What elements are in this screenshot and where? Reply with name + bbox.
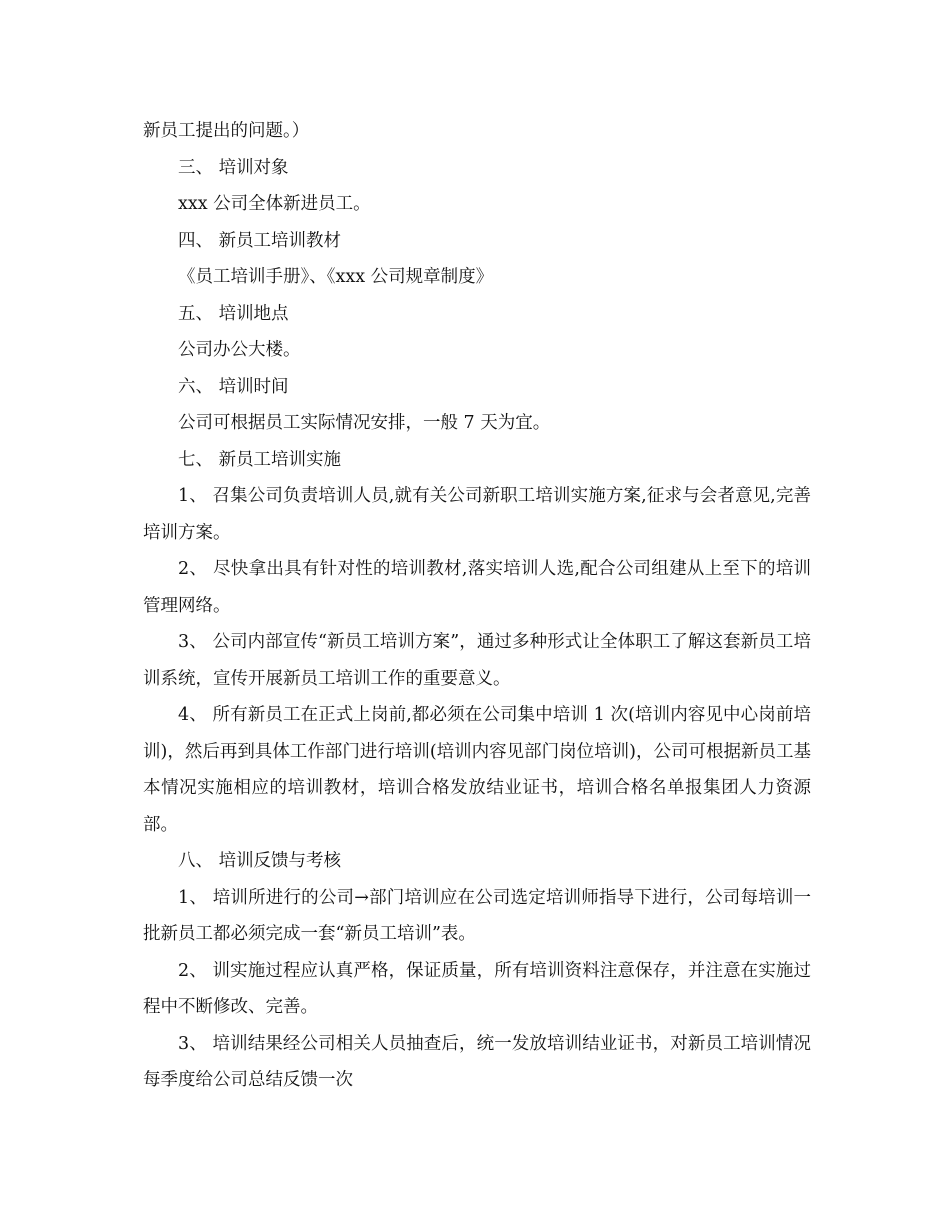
paragraph: 公司可根据员工实际情况安排，一般 7 天为宜。: [178, 413, 551, 433]
document-body: [143, 113, 811, 1099]
section-heading-feedback-assessment: 八、 培训反馈与考核: [178, 851, 342, 871]
section-heading-training-time: 六、 培训时间: [178, 376, 289, 397]
list-item: 3、 公司内部宣传“新员工培训方案”，通过多种形式让全体职工了解这套新员工培训系统，宣传开展新员工培训工作的重要意义。: [143, 632, 811, 689]
section-heading-training-implementation: 七、 新员工培训实施: [178, 449, 342, 470]
list-item: 2、 尽快拿出具有针对性的培训教材,落实培训人选,配合公司组建从上至下的培训管理网络。: [143, 559, 811, 616]
list-item: 3、 培训结果经公司相关人员抽查后，统一发放培训结业证书，对新员工培训情况每季度给公司总结反馈一次: [143, 1033, 811, 1090]
section-heading-training-location: 五、 培训地点: [178, 303, 289, 324]
paragraph: xxx 公司全体新进员工。: [178, 194, 371, 214]
paragraph: 公司办公大楼。: [178, 340, 301, 360]
list-item: 1、 召集公司负责培训人员,就有关公司新职工培训实施方案,征求与会者意见,完善培训方案。: [143, 486, 811, 543]
paragraph: 新员工提出的问题。）: [143, 121, 310, 141]
section-heading-training-materials: 四、 新员工培训教材: [178, 230, 342, 251]
list-item: 2、 训实施过程应认真严格，保证质量，所有培训资料注意保存，并注意在实施过程中不断修改、完善。: [143, 960, 811, 1017]
list-item: 1、 培训所进行的公司→部门培训应在公司选定培训师指导下进行，公司每培训一批新员工都必须完成一套“新员工培训”表。: [143, 887, 811, 944]
section-heading-training-target: 三、 培训对象: [178, 157, 289, 178]
list-item: 4、 所有新员工在正式上岗前,都必须在公司集中培训 1 次(培训内容见中心岗前培训)，然后再到具体工作部门进行培训(培训内容见部门岗位培训)，公司可根据新员工基本情况实施相应的培训教材，培训合格发放结业证书，培训合格名单报集团人力资源部。: [143, 705, 811, 835]
paragraph: 《员工培训手册》、《xxx 公司规章制度》: [178, 267, 494, 287]
